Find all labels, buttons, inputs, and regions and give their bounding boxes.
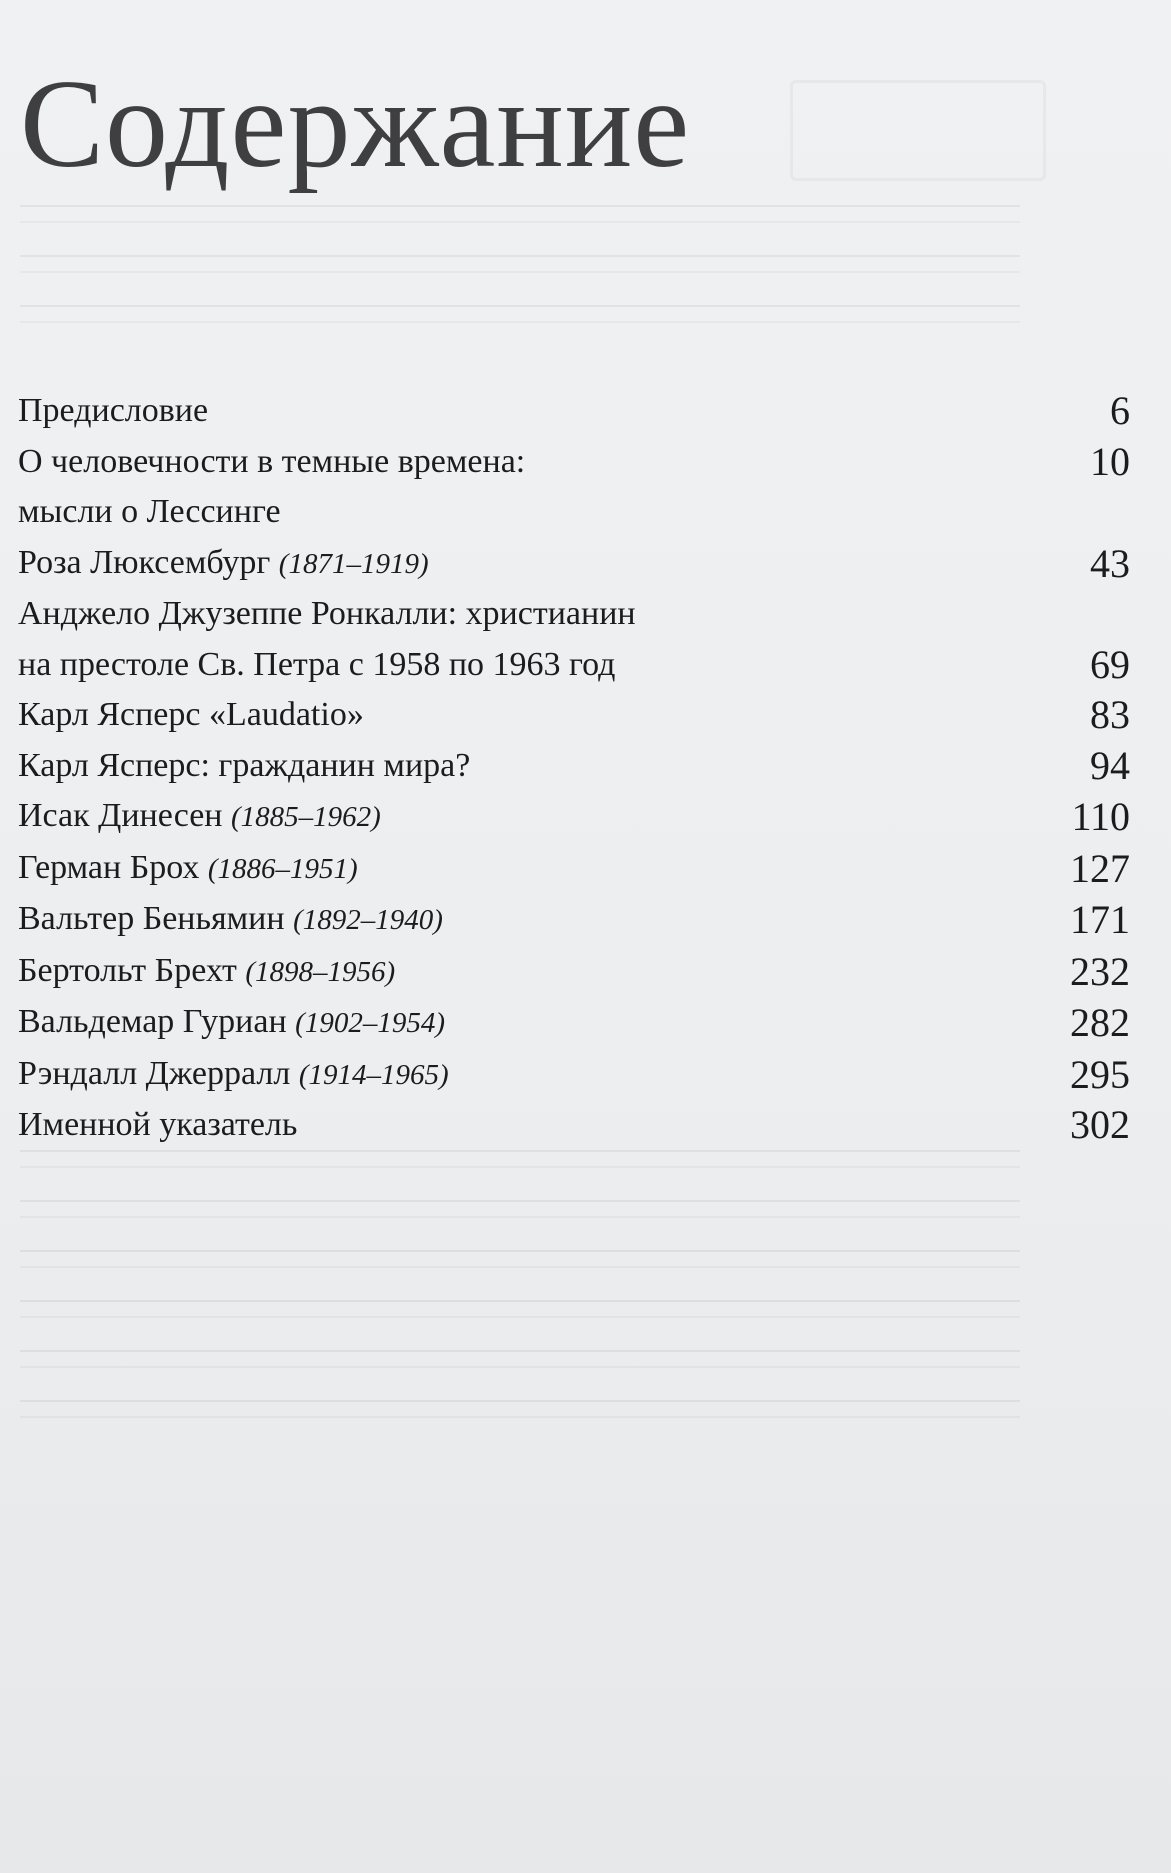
toc-entry-line: [18, 1049, 449, 1101]
toc-entry-dates: (1892–1940): [293, 904, 443, 936]
toc-page-number: 110: [1071, 794, 1130, 839]
toc-entry-text: мысли о Лессинге: [18, 493, 281, 530]
toc-entry-text: О человечности в темные времена:: [18, 442, 526, 480]
toc-entry-line: [18, 538, 429, 590]
toc-entry-text: Исак Динесен: [18, 797, 223, 834]
toc-entry-text: Карл Ясперс: гражданин мира?: [18, 746, 471, 784]
bleed-through-line: [20, 305, 1020, 323]
toc-entry-dates: (1898–1956): [245, 955, 396, 988]
toc-entry-text: Вальдемар Гуриан: [18, 1003, 287, 1040]
toc-entry-title: [18, 997, 445, 1049]
toc-page-number: 282: [1070, 1000, 1130, 1045]
toc-entry: [18, 997, 1130, 1049]
toc-entry: [18, 386, 1130, 437]
toc-page-number: 94: [1090, 742, 1130, 788]
toc-entry-title: [18, 386, 208, 437]
toc-page-number: 69: [1090, 641, 1130, 687]
table-of-contents: [18, 386, 1130, 1151]
toc-entry-title: [18, 589, 636, 690]
bleed-through-line: [20, 1200, 1020, 1218]
bleed-through-line: [20, 1350, 1020, 1368]
toc-entry-title: [18, 690, 364, 741]
toc-page-number: 171: [1070, 897, 1130, 942]
bleed-through-line: [20, 205, 1020, 223]
bleed-through-line: [20, 255, 1020, 273]
toc-entry-line: [18, 386, 208, 437]
toc-entry: [18, 843, 1130, 895]
toc-entry-dates: (1886–1951): [207, 852, 358, 885]
toc-page-number: 43: [1090, 540, 1130, 586]
toc-entry-line: [18, 791, 381, 843]
toc-entry-line: [18, 690, 364, 741]
toc-entry-text: Бертольт Брехт: [18, 951, 237, 989]
toc-entry-text: Рэндалл Джерралл: [18, 1054, 291, 1092]
bleed-through-line: [20, 1250, 1020, 1268]
toc-entry-line: [18, 997, 445, 1049]
toc-entry-text: Предисловие: [18, 392, 209, 429]
toc-page-number: 83: [1090, 692, 1130, 737]
toc-entry-title: [18, 538, 429, 590]
toc-entry-text: Именной указатель: [18, 1106, 298, 1143]
toc-entry: [18, 741, 1130, 792]
toc-entry-title: [18, 437, 525, 538]
toc-page-number: 6: [1110, 388, 1130, 433]
toc-entry-dates: (1902–1954): [295, 1007, 445, 1039]
toc-entry-title: [18, 741, 470, 792]
toc-entry-dates: (1871–1919): [278, 547, 429, 580]
toc-entry-title: [18, 946, 395, 998]
toc-entry: [18, 791, 1130, 843]
page-title: Содержание: [20, 55, 691, 194]
toc-entry-text: Роза Люксембург: [18, 543, 271, 581]
toc-page-number: 302: [1070, 1102, 1130, 1147]
toc-entry-text: Вальтер Беньямин: [18, 900, 285, 937]
bleed-through-line: [20, 1300, 1020, 1318]
toc-entry-text: Герман Брох: [18, 848, 200, 886]
toc-entry: [18, 437, 1130, 538]
toc-entry-line: [18, 589, 636, 640]
toc-entry-line: [18, 894, 443, 946]
toc-entry-line: [18, 640, 636, 691]
toc-page-number: 10: [1090, 438, 1130, 484]
toc-entry-line: [18, 437, 525, 488]
toc-entry-text: Карл Ясперс «Laudatio»: [18, 696, 364, 733]
toc-entry-dates: (1885–1962): [230, 801, 381, 833]
toc-entry: [18, 589, 1130, 690]
toc-page-number: 127: [1070, 845, 1130, 891]
bleed-through-heading: [790, 80, 1046, 181]
toc-page-number: 232: [1070, 948, 1130, 994]
bleed-through-line: [20, 1150, 1020, 1168]
toc-entry: [18, 690, 1130, 741]
toc-entry-title: [18, 1049, 449, 1101]
toc-entry-title: [18, 1100, 297, 1151]
toc-page-number: 295: [1070, 1051, 1130, 1097]
toc-entry-line: [18, 741, 470, 792]
toc-entry: [18, 894, 1130, 946]
toc-entry: [18, 538, 1130, 590]
toc-entry-text: Анджело Джузеппе Ронкалли: христианин: [18, 595, 636, 632]
toc-entry-line: [18, 843, 358, 895]
toc-entry-dates: (1914–1965): [298, 1058, 449, 1091]
toc-entry: [18, 1049, 1130, 1101]
toc-entry-title: [18, 894, 443, 946]
toc-entry-line: [18, 946, 395, 998]
toc-entry-text: на престоле Св. Петра с 1958 по 1963 год: [18, 645, 616, 683]
toc-entry-line: [18, 1100, 297, 1151]
toc-entry-line: [18, 487, 525, 538]
toc-entry-title: [18, 791, 381, 843]
toc-entry-title: [18, 843, 358, 895]
toc-entry: [18, 1100, 1130, 1151]
bleed-through-line: [20, 1400, 1020, 1418]
toc-entry: [18, 946, 1130, 998]
